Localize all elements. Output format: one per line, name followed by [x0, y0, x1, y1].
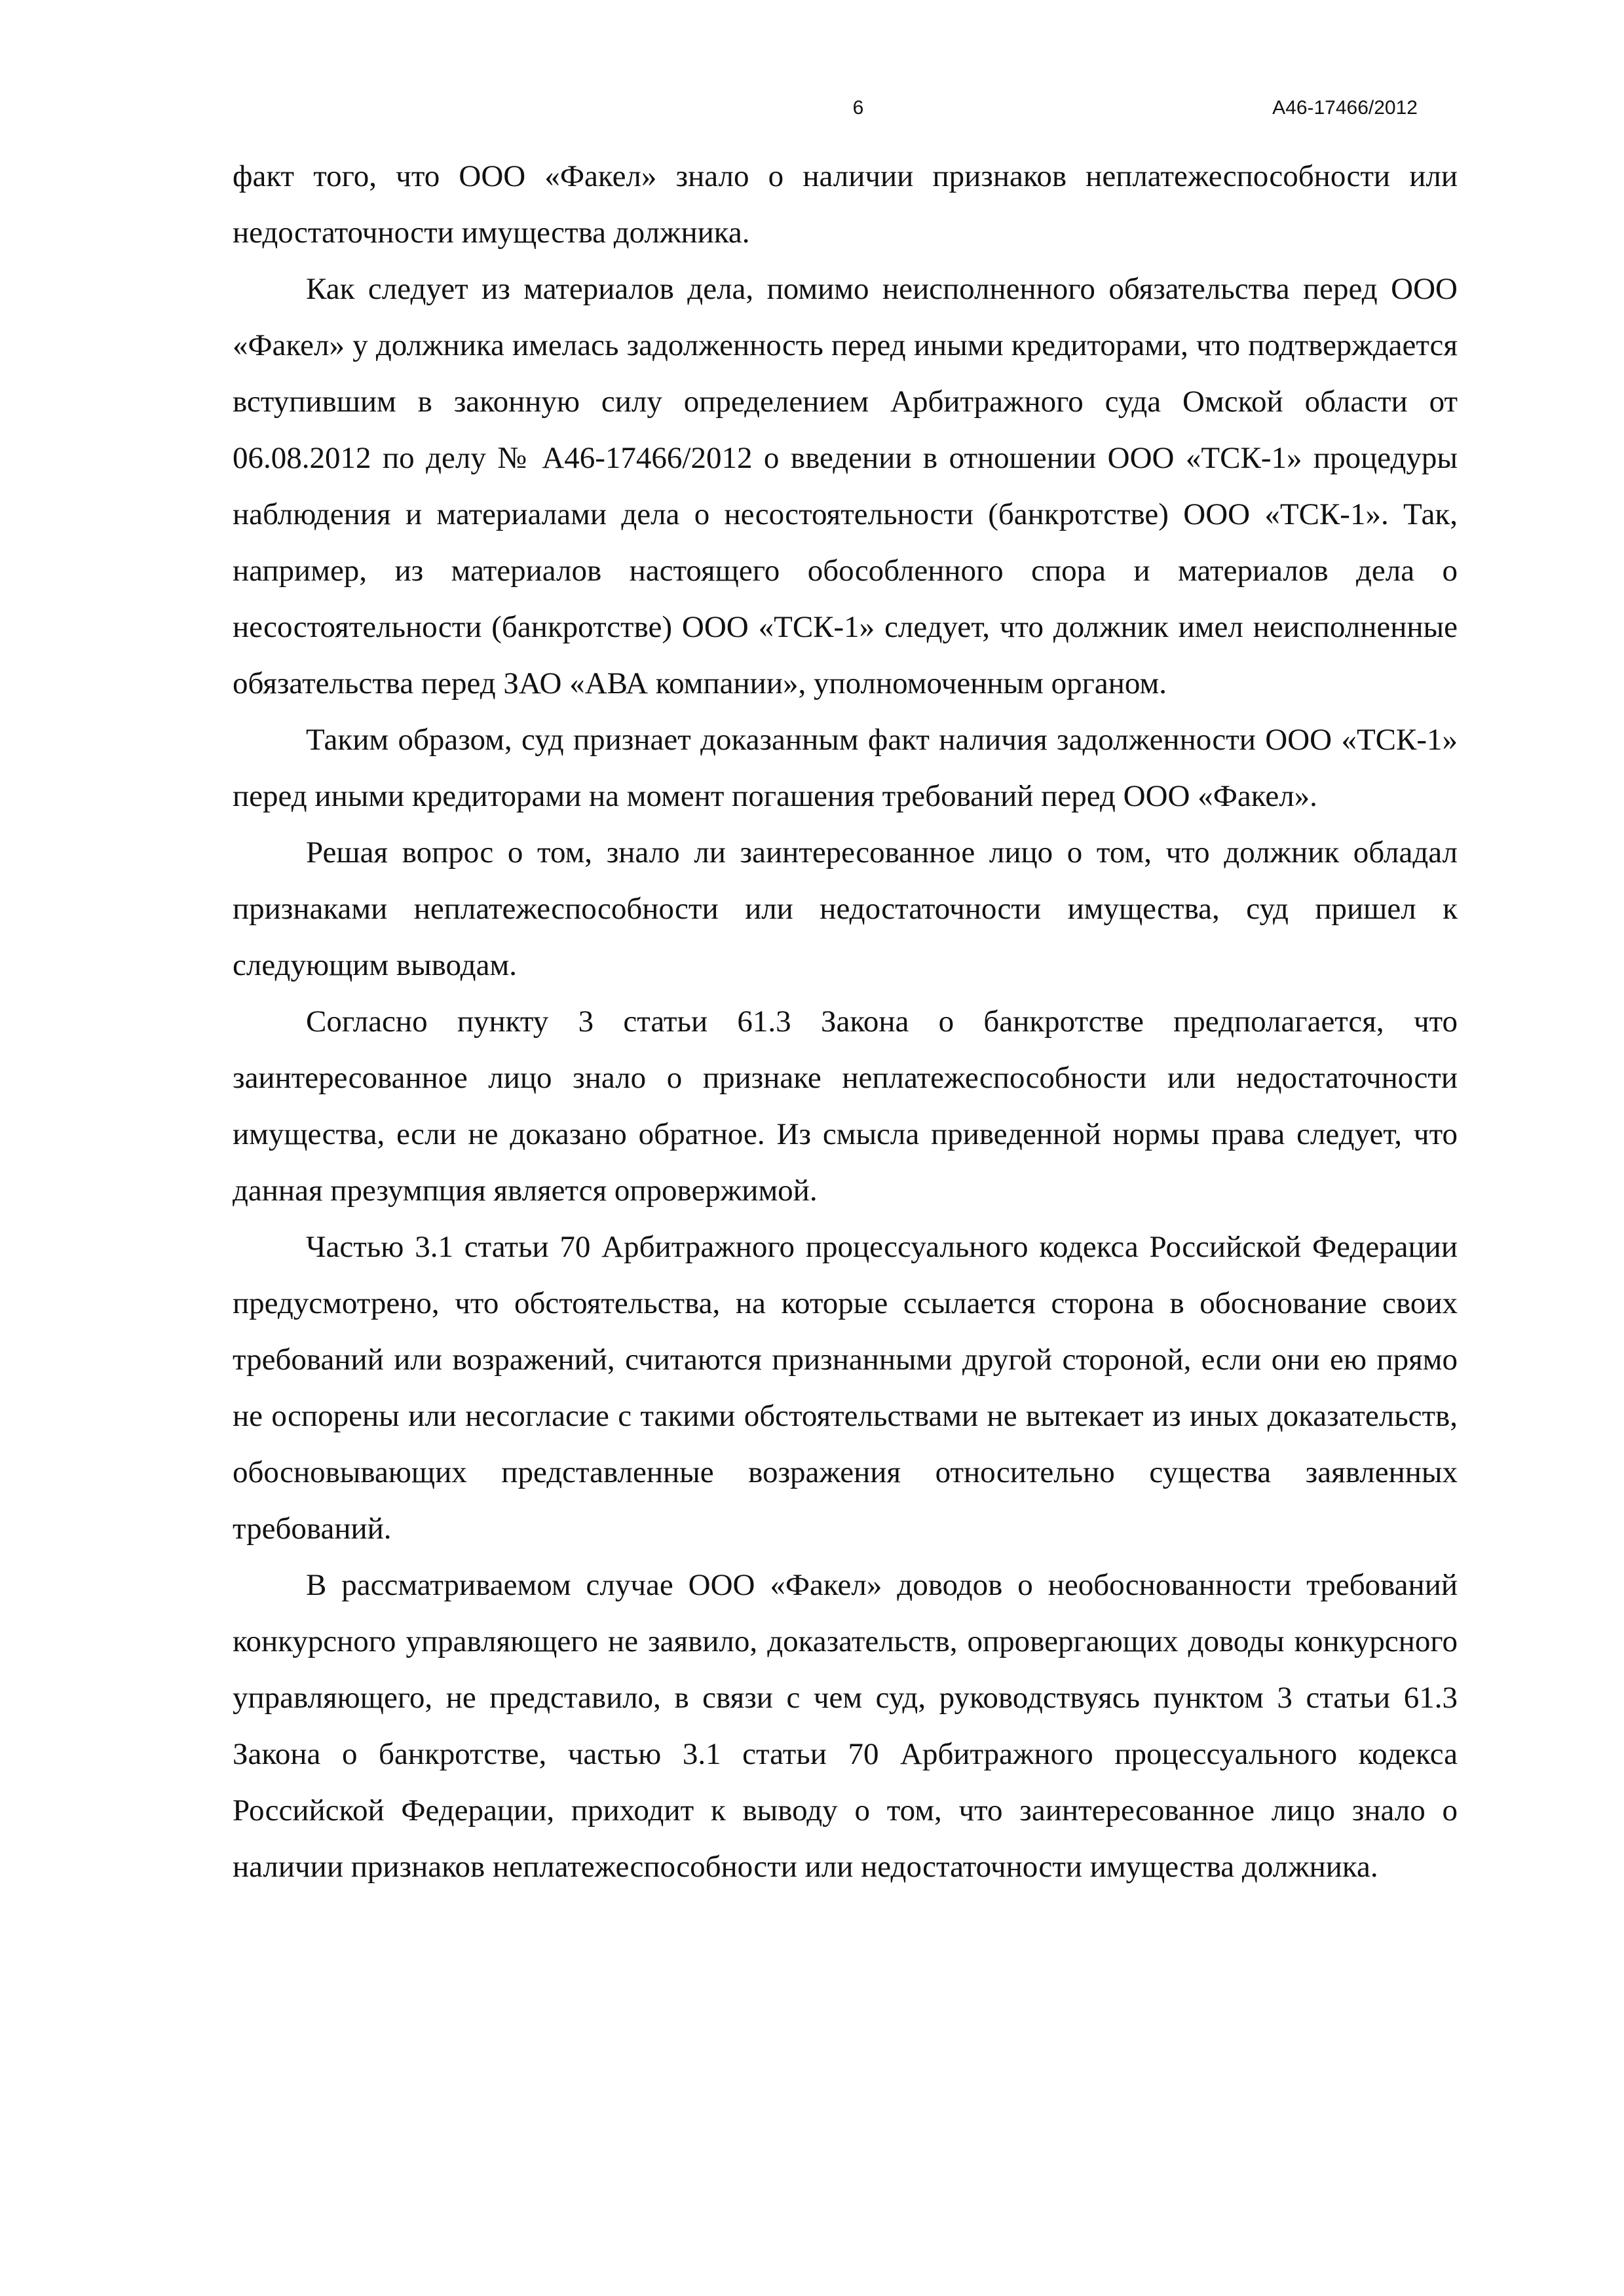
- paragraph-conclusion: В рассматриваемом случае ООО «Факел» доводов о необоснованности требований конкурсного управляющего не заявило, доказательств, опровергающих доводы конкурсного управляющего, не представило, в связи с чем суд, руководствуясь пунктом 3 статьи 61.3 Закона о банкротстве, частью 3.1 статьи 70 Арбитражного процессуального кодекса Российской Федерации, приходит к выводу о том, что заинтересованное лицо знало о наличии признаков неплатежеспособности или недостаточности имущества должника.: [233, 1568, 1458, 1884]
- paragraph-awareness-question: Решая вопрос о том, знало ли заинтересованное лицо о том, что должник обладал признаками неплатежеспособности или недостаточности имущества, суд пришел к следующим выводам.: [233, 835, 1458, 982]
- paragraph-procedural-code: Частью 3.1 статьи 70 Арбитражного процессуального кодекса Российской Федерации предусмотрено, что обстоятельства, на которые ссылается сторона в обоснование своих требований или возражений, считаются признанными другой стороной, если они ею прямо не оспорены или несогласие с такими обстоятельствами не вытекает из иных доказательств, обосновывающих представленные возражения относительно существа заявленных требований.: [233, 1230, 1458, 1546]
- paragraph-presumption: Согласно пункту 3 статьи 61.3 Закона о банкротстве предполагается, что заинтересованное лицо знало о признаке неплатежеспособности или недостаточности имущества, если не доказано обратное. Из смысла приведенной нормы права следует, что данная презумпция является опровержимой.: [233, 1004, 1458, 1208]
- paragraph-continuation: факт того, что ООО «Факел» знало о наличии признаков неплатежеспособности или недостаточности имущества должника.: [233, 159, 1458, 250]
- paragraph-debt-evidence: Как следует из материалов дела, помимо неисполненного обязательства перед ООО «Факел» у должника имелась задолженность перед иными кредиторами, что подтверждается вступившим в законную силу определением Арбитражного суда Омской области от 06.08.2012 по делу № А46-17466/2012 о введении в отношении ООО «ТСК-1» процедуры наблюдения и материалами дела о несостоятельности (банкротстве) ООО «ТСК-1». Так, например, из материалов настоящего обособленного спора и материалов дела о несостоятельности (банкротстве) ООО «ТСК-1» следует, что должник имел неисполненные обязательства перед ЗАО «АВА компании», уполномоченным органом.: [233, 272, 1458, 700]
- paragraph-court-finding: Таким образом, суд признает доказанным факт наличия задолженности ООО «ТСК-1» перед иными кредиторами на момент погашения требований перед ООО «Факел».: [233, 723, 1458, 813]
- case-number: А46-17466/2012: [1272, 97, 1418, 119]
- document-body: [233, 148, 1458, 1895]
- page-number: 6: [852, 97, 864, 119]
